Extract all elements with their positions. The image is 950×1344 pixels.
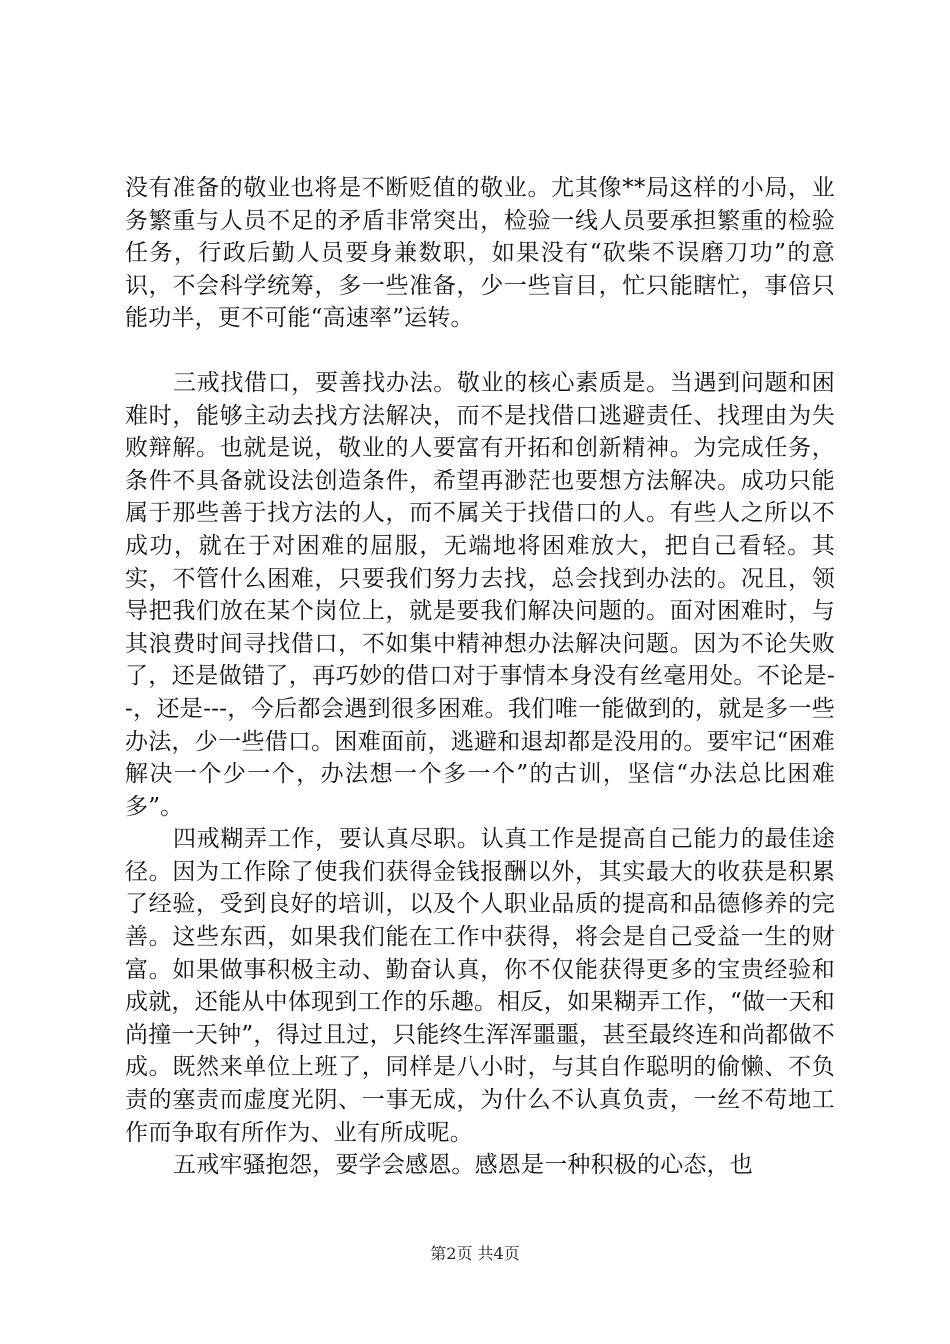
paragraph-four-precept: 四戒糊弄工作，要认真尽职。认真工作是提高自己能力的最佳途径。因为工作除了使我们获得金钱报酬以外，其实最大的收获是积累了经验，受到良好的培训，以及个人职业品质的提高和品德修养的完善。这些东西，如果我们能在工作中获得，将会是自己受益一生的财富。如果做事积极主动、勤奋认真，你不仅能获得更多的宝贵经验和成就，还能从中体现到工作的乐趣。相反，如果糊弄工作，“做一天和尚撞一天钟”，得过且过，只能终生浑浑噩噩，甚至最终连和尚都做不成。既然来单位上班了，同样是八小时，与其自作聪明的偷懒、不负责的塞责而虚度光阴、一事无成，为什么不认真负责，一丝不苟地工作而争取有所作为、业有所成呢。 — [125, 826, 835, 1146]
paragraph-three-precept: 三戒找借口，要善找办法。敬业的核心素质是。当遇到问题和困难时，能够主动去找方法解决，而不是找借口逃避责任、找理由为失败辩解。也就是说，敬业的人要富有开拓和创新精神。为完成任务，条件不具备就设法创造条件，希望再渺茫也要想方法解决。成功只能属于那些善于找方法的人，而不属关于找借口的人。有些人之所以不成功，就在于对困难的屈服，无端地将困难放大，把自己看轻。其实，不管什么困难，只要我们努力去找，总会找到办法的。况且，领导把我们放在某个岗位上，就是要我们解决问题的。面对困难时，与其浪费时间寻找借口，不如集中精神想办法解决问题。因为不论失败了，还是做错了，再巧妙的借口对于事情本身没有丝毫用处。不论是--，还是---，今后都会遇到很多困难。我们唯一能做到的，就是多一些办法，少一些借口。困难面前，逃避和退却都是没用的。要牢记“困难解决一个少一个，办法想一个多一个”的古训，坚信“办法总比困难多”。 — [125, 369, 835, 820]
document-body — [125, 172, 835, 1182]
paragraph-five-precept: 五戒牢骚抱怨，要学会感恩。感恩是一种积极的心态，也 — [173, 1152, 753, 1179]
paragraph-continuation: 没有准备的敬业也将是不断贬值的敬业。尤其像**局这样的小局，业务繁重与人员不足的矛盾非常突出，检验一线人员要承担繁重的检验任务，行政后勤人员要身兼数职，如果没有“砍柴不误磨刀功”的意识，不会科学统筹，多一些准备，少一些盲目，忙只能瞎忙，事倍只能功半，更不可能“高速率”运转。 — [125, 175, 835, 332]
page-number-footer: 第2页 共4页 — [430, 1244, 520, 1263]
